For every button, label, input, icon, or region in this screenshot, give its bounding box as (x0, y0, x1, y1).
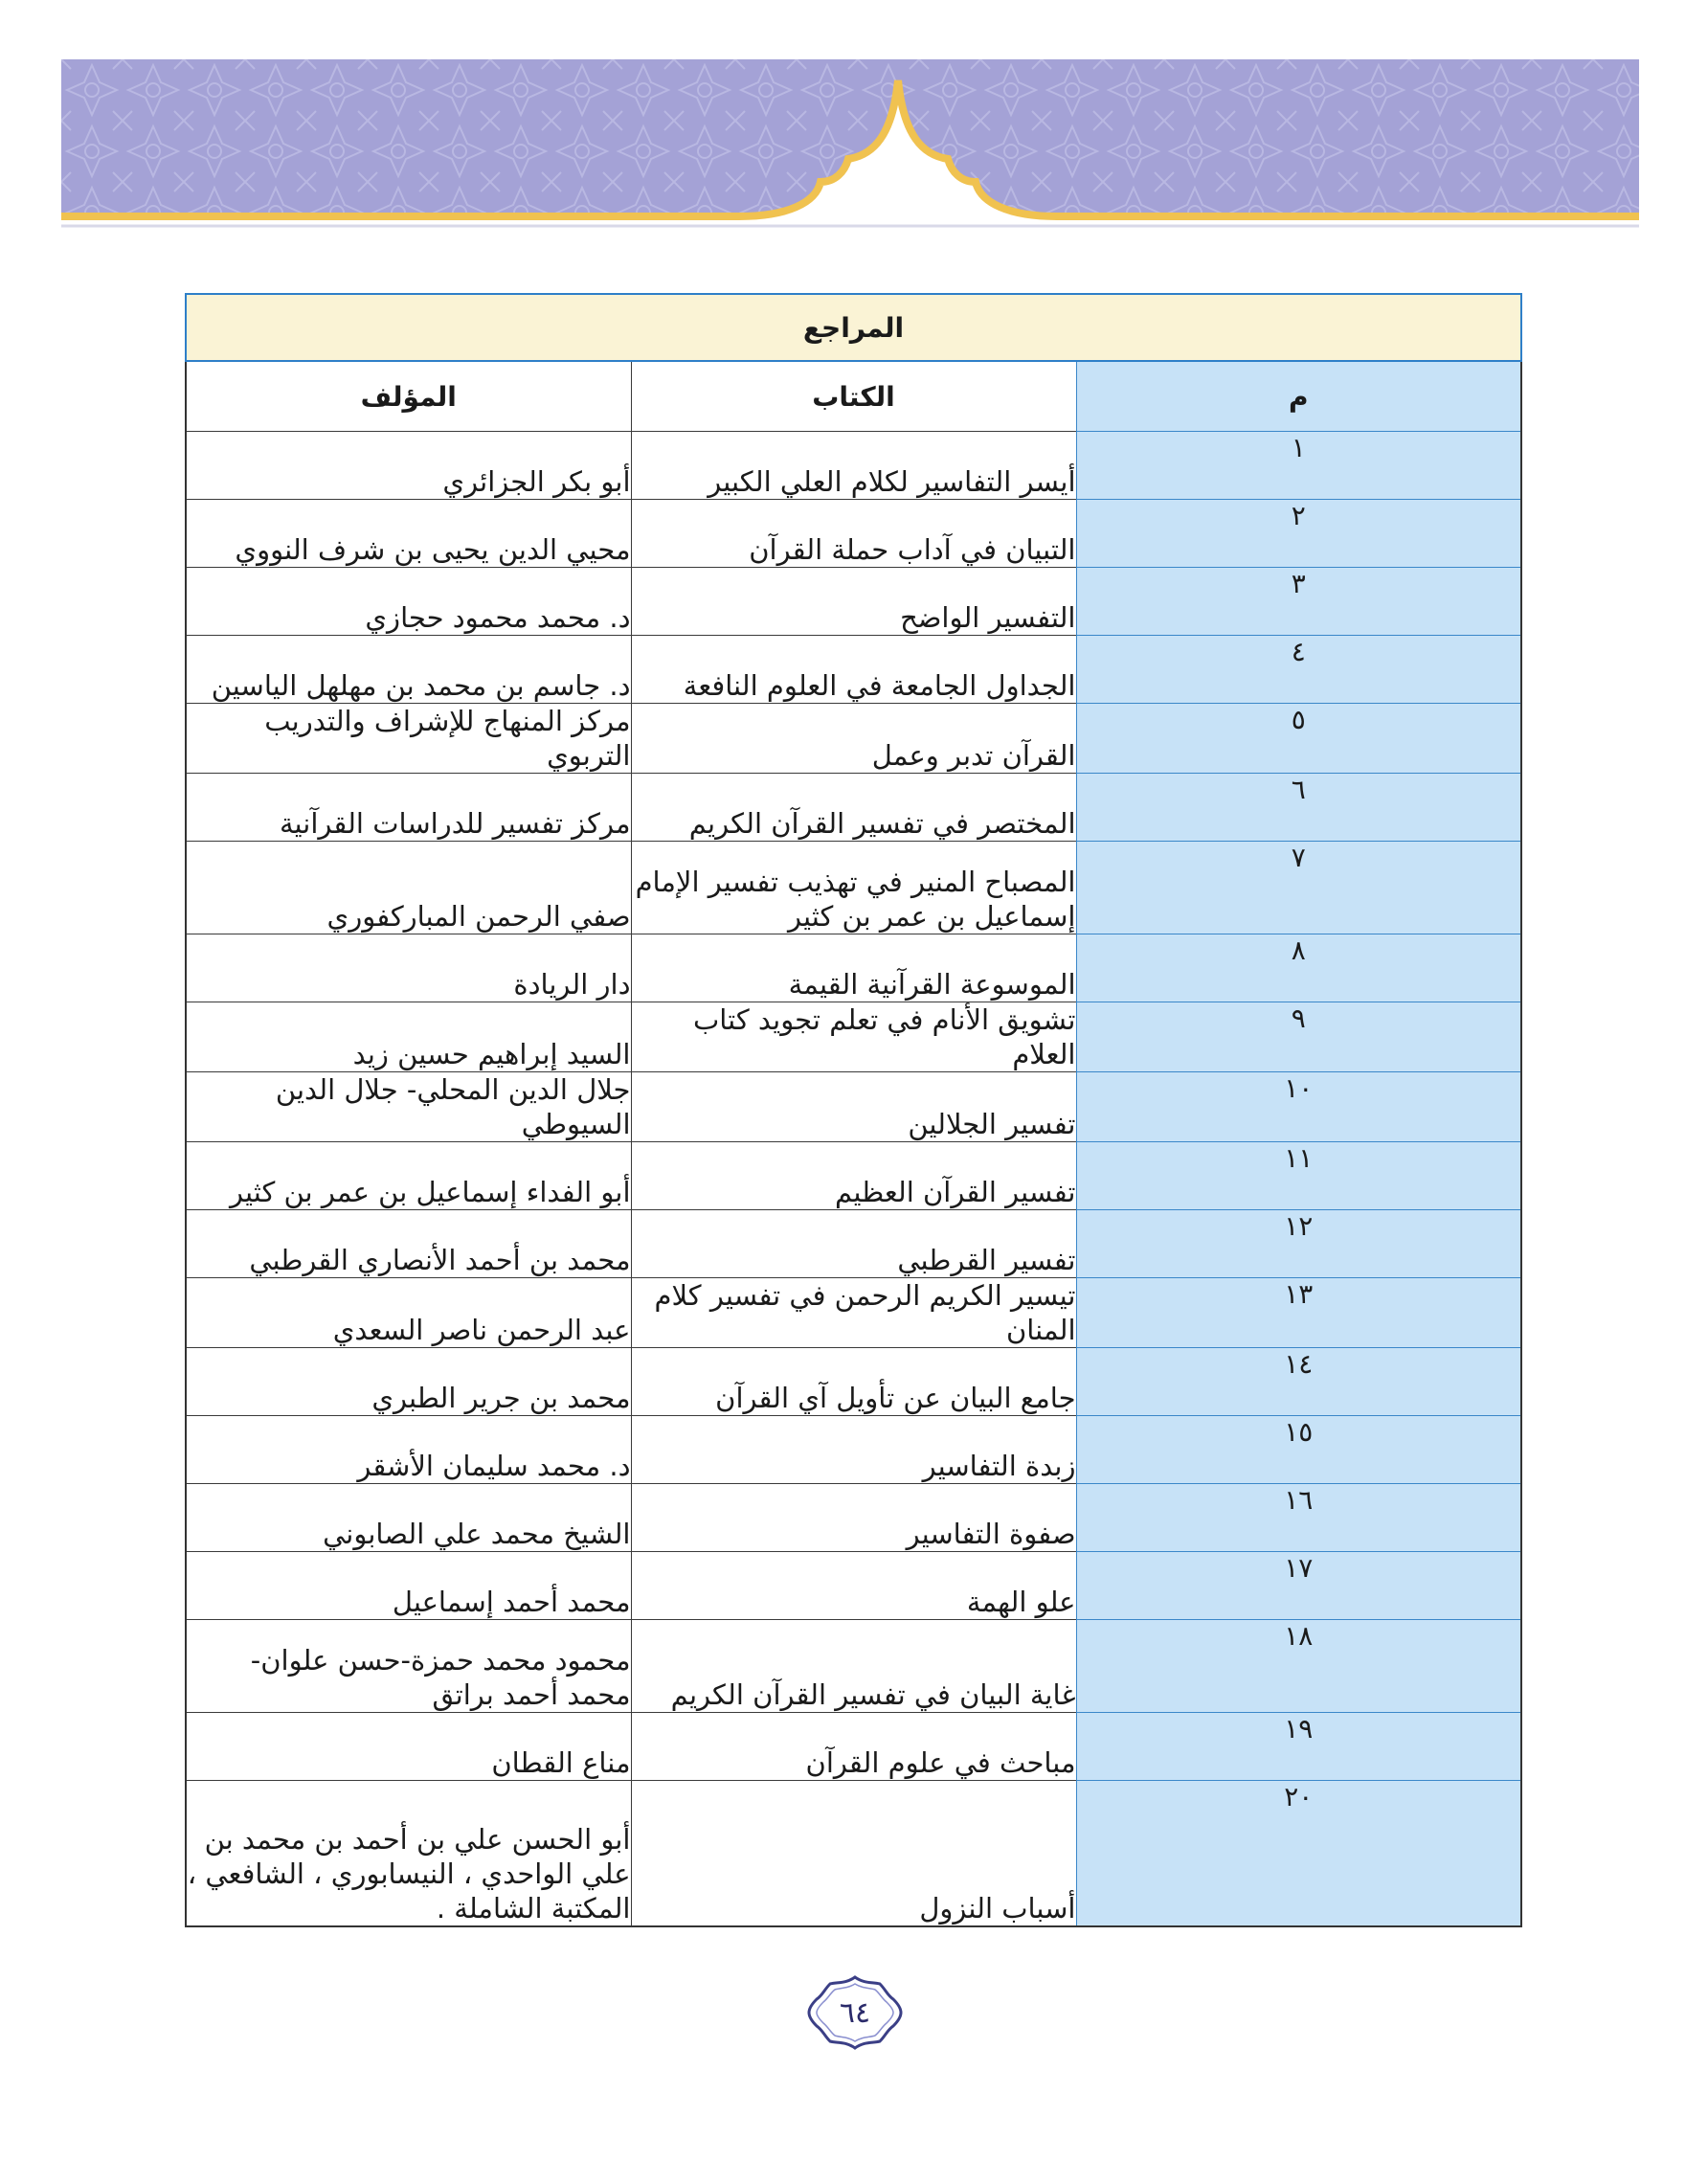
book-title: المصباح المنير في تهذيب تفسير الإمام إسماعيل بن عمر بن كثير (631, 842, 1076, 934)
table-row (186, 1781, 1521, 1926)
row-number: ١٢ (1076, 1210, 1521, 1278)
author-name: صفي الرحمن المباركفوري (186, 842, 631, 934)
row-number: ٨ (1076, 934, 1521, 1002)
table-row (186, 934, 1521, 1002)
author-name: عبد الرحمن ناصر السعدي (186, 1278, 631, 1348)
header-book: الكتاب (631, 361, 1076, 432)
row-number: ١٧ (1076, 1552, 1521, 1620)
header-number: م (1076, 361, 1521, 432)
table-row (186, 1278, 1521, 1348)
author-name: محمود محمد حمزة-حسن علوان- محمد أحمد براتق (186, 1620, 631, 1713)
book-title: غاية البيان في تفسير القرآن الكريم (631, 1620, 1076, 1713)
book-title: التفسير الواضح (631, 568, 1076, 636)
book-title: أيسر التفاسير لكلام العلي الكبير (631, 432, 1076, 500)
table-row (186, 500, 1521, 568)
table-row (186, 636, 1521, 704)
book-title: القرآن تدبر وعمل (631, 704, 1076, 774)
references-table (185, 293, 1522, 1927)
author-name: محيي الدين يحيى بن شرف النووي (186, 500, 631, 568)
row-number: ١ (1076, 432, 1521, 500)
author-name: دار الريادة (186, 934, 631, 1002)
table-row (186, 432, 1521, 500)
author-name: السيد إبراهيم حسين زيد (186, 1002, 631, 1072)
row-number: ٣ (1076, 568, 1521, 636)
table-row (186, 1484, 1521, 1552)
table-row (186, 1620, 1521, 1713)
row-number: ١٩ (1076, 1713, 1521, 1781)
row-number: ٧ (1076, 842, 1521, 934)
references-table-wrap (185, 293, 1522, 1927)
book-title: تفسير الجلالين (631, 1072, 1076, 1142)
row-number: ١٠ (1076, 1072, 1521, 1142)
book-title: زبدة التفاسير (631, 1416, 1076, 1484)
book-title: المختصر في تفسير القرآن الكريم (631, 774, 1076, 842)
author-name: محمد أحمد إسماعيل (186, 1552, 631, 1620)
row-number: ١٣ (1076, 1278, 1521, 1348)
author-name: الشيخ محمد علي الصابوني (186, 1484, 631, 1552)
table-row (186, 1552, 1521, 1620)
page-number: ٦٤ (839, 1995, 871, 2030)
table-row (186, 1416, 1521, 1484)
table-row (186, 1072, 1521, 1142)
table-row (186, 1002, 1521, 1072)
row-number: ١٥ (1076, 1416, 1521, 1484)
book-title: تشويق الأنام في تعلم تجويد كتاب العلام (631, 1002, 1076, 1072)
author-name: د. محمد محمود حجازي (186, 568, 631, 636)
author-name: د. جاسم بن محمد بن مهلهل الياسين (186, 636, 631, 704)
row-number: ٥ (1076, 704, 1521, 774)
book-title: تفسير القرآن العظيم (631, 1142, 1076, 1210)
author-name: مركز تفسير للدراسات القرآنية (186, 774, 631, 842)
author-name: جلال الدين المحلي- جلال الدين السيوطي (186, 1072, 631, 1142)
row-number: ١٨ (1076, 1620, 1521, 1713)
table-row (186, 1210, 1521, 1278)
header-author: المؤلف (186, 361, 631, 432)
table-row (186, 1142, 1521, 1210)
table-row (186, 1348, 1521, 1416)
table-row (186, 704, 1521, 774)
table-row (186, 1713, 1521, 1781)
book-title: الجداول الجامعة في العلوم النافعة (631, 636, 1076, 704)
row-number: ٢ (1076, 500, 1521, 568)
book-title: أسباب النزول (631, 1781, 1076, 1926)
table-row (186, 774, 1521, 842)
table-title: المراجع (186, 294, 1521, 361)
row-number: ٦ (1076, 774, 1521, 842)
row-number: ١٤ (1076, 1348, 1521, 1416)
author-name: محمد بن جرير الطبري (186, 1348, 631, 1416)
row-number: ١١ (1076, 1142, 1521, 1210)
book-title: التبيان في آداب حملة القرآن (631, 500, 1076, 568)
table-row (186, 842, 1521, 934)
book-title: الموسوعة القرآنية القيمة (631, 934, 1076, 1002)
book-title: علو الهمة (631, 1552, 1076, 1620)
book-title: جامع البيان عن تأويل آي القرآن (631, 1348, 1076, 1416)
book-title: صفوة التفاسير (631, 1484, 1076, 1552)
author-name: د. محمد سليمان الأشقر (186, 1416, 631, 1484)
row-number: ٢٠ (1076, 1781, 1521, 1926)
row-number: ٩ (1076, 1002, 1521, 1072)
book-title: تفسير القرطبي (631, 1210, 1076, 1278)
row-number: ٤ (1076, 636, 1521, 704)
row-number: ١٦ (1076, 1484, 1521, 1552)
author-name: أبو الحسن علي بن أحمد بن محمد بن علي الواحدي ، النيسابوري ، الشافعي ، المكتبة الشاملة . (186, 1781, 631, 1926)
author-name: مناع القطان (186, 1713, 631, 1781)
header-banner (61, 59, 1639, 241)
author-name: محمد بن أحمد الأنصاري القرطبي (186, 1210, 631, 1278)
author-name: أبو بكر الجزائري (186, 432, 631, 500)
book-title: مباحث في علوم القرآن (631, 1713, 1076, 1781)
author-name: مركز المنهاج للإشراف والتدريب التربوي (186, 704, 631, 774)
author-name: أبو الفداء إسماعيل بن عمر بن كثير (186, 1142, 631, 1210)
table-row (186, 568, 1521, 636)
book-title: تيسير الكريم الرحمن في تفسير كلام المنان (631, 1278, 1076, 1348)
